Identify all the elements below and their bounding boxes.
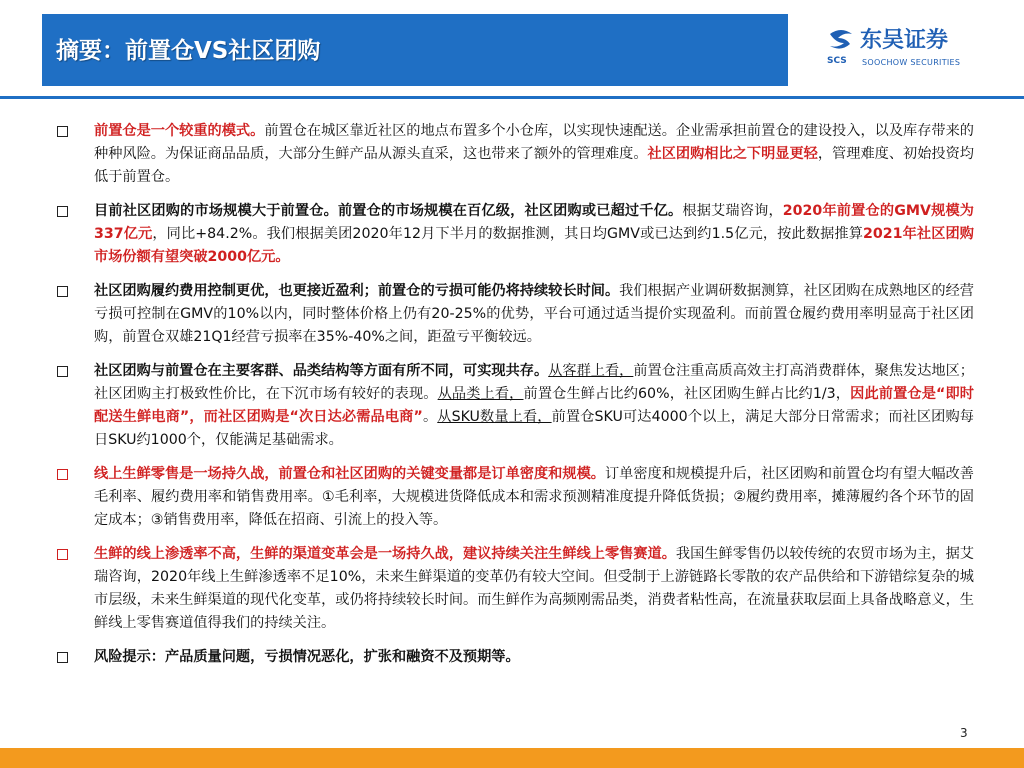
underlined-text: 从客群上看， [548, 363, 634, 379]
title-banner [42, 14, 788, 86]
body-text: 前置仓SKU可达4000个以上，满足大部分日常需求；而社区团购每日SKU约1000个，仅能满足基础需求。 [94, 409, 974, 448]
page-title: 摘要：前置仓VS社区团购 [56, 38, 321, 64]
key-point-text: 风险提示：产品质量问题，亏损情况恶化，扩张和融资不及预期等。 [94, 649, 520, 665]
highlight-text: 2020年前置仓的GMV规模为337亿元 [94, 203, 974, 242]
page-number: 3 [960, 726, 968, 740]
logo-abbreviation: SCS [827, 56, 847, 66]
checkbox-bullet-icon [57, 469, 68, 480]
header-divider [0, 96, 1024, 99]
summary-bullet [54, 463, 974, 532]
highlight-text: 线上生鲜零售是一场持久战，前置仓和社区团购的关键变量都是订单密度和规模。 [94, 466, 605, 482]
body-text: 。 [422, 409, 438, 425]
body-text: 根据艾瑞咨询， [682, 203, 783, 219]
body-text: 订单密度和规模提升后，社区团购和前置仓均有望大幅改善毛利率、履约费用率和销售费用率。①毛利率，大规模进货降低成本和需求预测精准度提升降低货损；②履约费用率，摊薄履约各个环节的固定成本；③销售费用率，降低在招商、引流上的投入等。 [94, 466, 974, 528]
logo-name: 东吴证券 [860, 28, 949, 53]
body-text: 我们根据产业调研数据测算，社区团购在成熟地区的经营亏损可控制在GMV的10%以内，同时整体价格上仍有20-25%的优势，平台可通过适当提价实现盈利。而前置仓履约费用率明显高于社区团购，前置仓双雄21Q1经营亏损率在35%-40%之间，距盈亏平衡较远。 [94, 283, 974, 345]
checkbox-bullet-icon [57, 126, 68, 137]
summary-bullet [54, 280, 974, 349]
body-text: ，管理难度、初始投资均低于前置仓。 [94, 146, 974, 185]
key-point-text: 社区团购履约费用控制更优，也更接近盈利；前置仓的亏损可能仍将持续较长时间。 [94, 283, 620, 299]
key-point-text: 社区团购与前置仓在主要客群、品类结构等方面有所不同，可实现共存。 [94, 363, 549, 379]
logo-english-name: SOOCHOW SECURITIES [862, 58, 961, 67]
summary-bullet [54, 200, 974, 269]
highlight-text: 因此前置仓是“即时配送生鲜电商”，而社区团购是“次日达必需品电商” [94, 386, 974, 425]
summary-list [54, 120, 974, 680]
summary-bullet [54, 646, 974, 669]
body-text: ，同比+84.2%。我们根据美团2020年12月下半月的数据推测，其日均GMV或已达到约1.5亿元，按此数据推算 [152, 226, 863, 242]
footer-bar [0, 748, 1024, 768]
body-text: 前置仓生鲜占比约60%，社区团购生鲜占比约1/3， [523, 386, 851, 402]
summary-bullet [54, 360, 974, 452]
body-text: 前置仓在城区靠近社区的地点布置多个小仓库，以实现快速配送。企业需承担前置仓的建设投入，以及库存带来的种种风险。为保证商品品质，大部分生鲜产品从源头直采，这也带来了额外的管理难度。 [94, 123, 974, 162]
checkbox-bullet-icon [57, 652, 68, 663]
underlined-text: 从品类上看， [437, 386, 524, 402]
checkbox-bullet-icon [57, 206, 68, 217]
company-logo [826, 28, 976, 74]
body-text: 前置仓注重高质高效主打高消费群体，聚焦发达地区；社区团购主打极致性价比，在下沉市场有较好的表现。 [94, 363, 974, 402]
highlight-text: 前置仓是一个较重的模式。 [94, 123, 265, 139]
highlight-text: 社区团购相比之下明显更轻 [647, 146, 818, 162]
checkbox-bullet-icon [57, 286, 68, 297]
highlight-text: 生鲜的线上渗透率不高，生鲜的渠道变革会是一场持久战，建议持续关注生鲜线上零售赛道。 [94, 546, 676, 562]
summary-bullet [54, 543, 974, 635]
key-point-text: 目前社区团购的市场规模大于前置仓。前置仓的市场规模在百亿级，社区团购或已超过千亿。 [94, 203, 683, 219]
checkbox-bullet-icon [57, 549, 68, 560]
summary-bullet [54, 120, 974, 189]
body-text: 我国生鲜零售仍以较传统的农贸市场为主，据艾瑞咨询，2020年线上生鲜渗透率不足10%，未来生鲜渠道的变革仍有较大空间。但受制于上游链路长零散的农产品供给和下游错综复杂的城市层级，未来生鲜渠道的现代化变革，或仍将持续较长时间。而生鲜作为高频刚需品类，消费者粘性高，在流量获取层面上具备战略意义，生鲜线上零售赛道值得我们的持续关注。 [94, 546, 974, 631]
highlight-text: 2021年社区团购市场份额有望突破2000亿元。 [94, 226, 974, 265]
logo-swirl-icon [826, 28, 856, 54]
checkbox-bullet-icon [57, 366, 68, 377]
underlined-text: 从SKU数量上看， [437, 409, 552, 425]
